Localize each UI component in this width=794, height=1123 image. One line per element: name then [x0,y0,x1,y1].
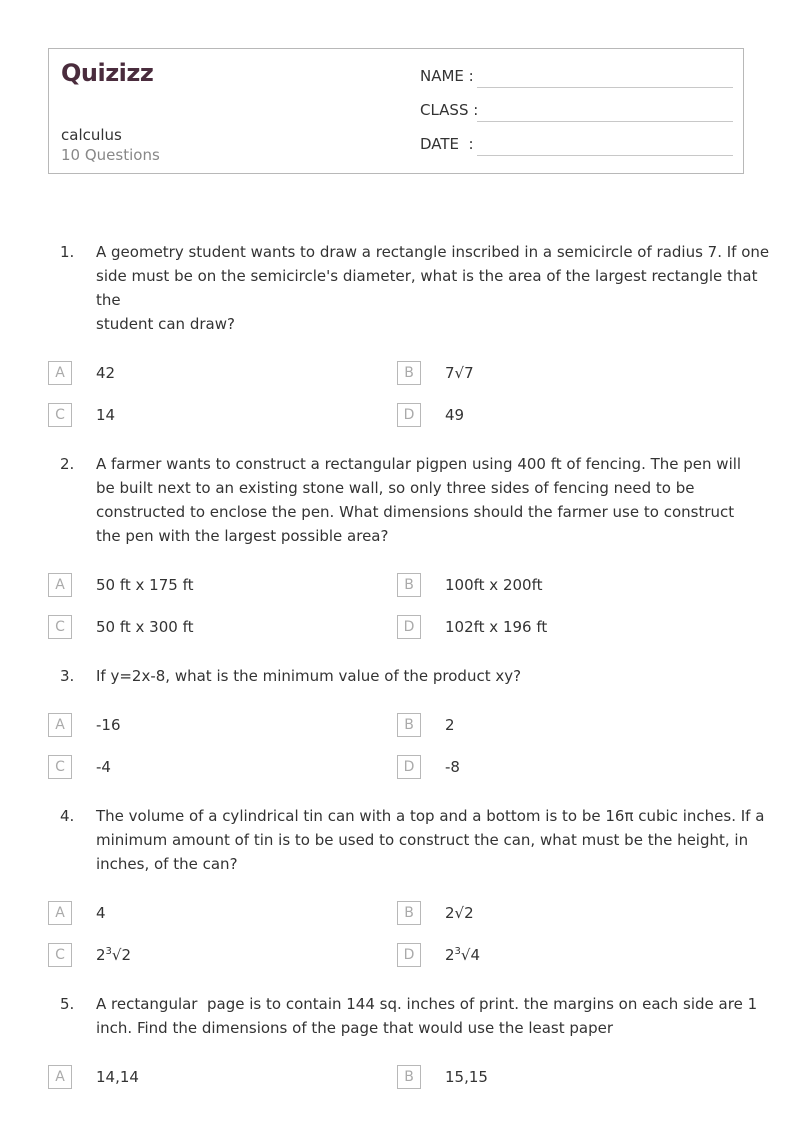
class-field [420,101,733,125]
class-label: CLASS : [420,101,479,119]
option-letter: B [397,1065,421,1089]
question-line: constructed to enclose the pen. What dimensions should the farmer use to construct [96,503,735,521]
question-text [96,240,770,336]
option-text [96,943,131,967]
option-letter: D [397,615,421,639]
option-letter: A [48,1065,72,1089]
option-radical: √4 [460,946,481,964]
option-letter: A [48,361,72,385]
option-text: 102ft x 196 ft [445,618,548,636]
option-letter: C [48,615,72,639]
question-text [96,992,758,1040]
option-exponent: 3 [454,946,461,957]
worksheet-header [48,48,744,174]
option-text: 100ft x 200ft [445,576,543,594]
option-text: 2 [445,716,455,734]
option-text: 14,14 [96,1068,139,1086]
question-number: 5. [60,995,75,1013]
question-text [96,804,765,876]
option-letter: C [48,943,72,967]
option-radical: √2 [111,946,132,964]
date-field [420,135,733,159]
option-base: 2 [445,946,455,964]
option-text: -4 [96,758,111,776]
question-number: 3. [60,667,75,685]
option-text: 15,15 [445,1068,488,1086]
question-line: If y=2x-8, what is the minimum value of the product xy? [96,667,522,685]
option-text: 7√7 [445,364,474,382]
option-text [445,943,480,967]
option-letter: C [48,755,72,779]
option-text: -16 [96,716,121,734]
option-letter: B [397,573,421,597]
name-label: NAME : [420,67,474,85]
option-letter: A [48,573,72,597]
question-line: A rectangular page is to contain 144 sq. inches of print. the margins on each side are 1 [96,995,758,1013]
question-number: 4. [60,807,75,825]
option-text: 50 ft x 300 ft [96,618,194,636]
question-line: minimum amount of tin is to be used to construct the can, what must be the height, in [96,831,749,849]
question-number: 1. [60,243,75,261]
name-field [420,67,733,91]
option-text: 49 [445,406,465,424]
question-number: 2. [60,455,75,473]
option-letter: D [397,403,421,427]
question-line: the pen with the largest possible area? [96,527,389,545]
class-line[interactable] [477,121,733,122]
question-line: A farmer wants to construct a rectangular pigpen using 400 ft of fencing. The pen will [96,455,742,473]
question-text [96,664,746,688]
question-line: The volume of a cylindrical tin can with a top and a bottom is to be 16π cubic inches. If a [96,807,765,825]
question-line: inches, of the can? [96,855,238,873]
question-line: A geometry student wants to draw a rectangle inscribed in a semicircle of radius 7. If one [96,243,770,261]
date-line[interactable] [477,155,733,156]
question-line: side must be on the semicircle's diameter, what is the area of the largest rectangle that [96,267,758,285]
option-letter: B [397,361,421,385]
option-text: -8 [445,758,460,776]
worksheet-title: calculus [61,126,122,144]
option-letter: B [397,713,421,737]
question-line: be built next to an existing stone wall, so only three sides of fencing need to be [96,479,695,497]
option-letter: B [397,901,421,925]
option-text: 42 [96,364,116,382]
option-text: 4 [96,904,106,922]
option-letter: C [48,403,72,427]
date-label: DATE : [420,135,474,153]
option-letter: A [48,901,72,925]
quizizz-logo: Quizizz [61,59,154,87]
option-letter: D [397,755,421,779]
option-text: 2√2 [445,904,474,922]
option-exponent: 3 [105,946,112,957]
option-base: 2 [96,946,106,964]
question-text [96,452,746,548]
question-line: student can draw? [96,315,235,333]
option-letter: A [48,713,72,737]
option-letter: D [397,943,421,967]
name-line[interactable] [477,87,733,88]
option-text: 50 ft x 175 ft [96,576,194,594]
question-count: 10 Questions [61,146,160,164]
question-line: the [96,291,121,309]
option-text: 14 [96,406,116,424]
question-line: inch. Find the dimensions of the page that would use the least paper [96,1019,614,1037]
